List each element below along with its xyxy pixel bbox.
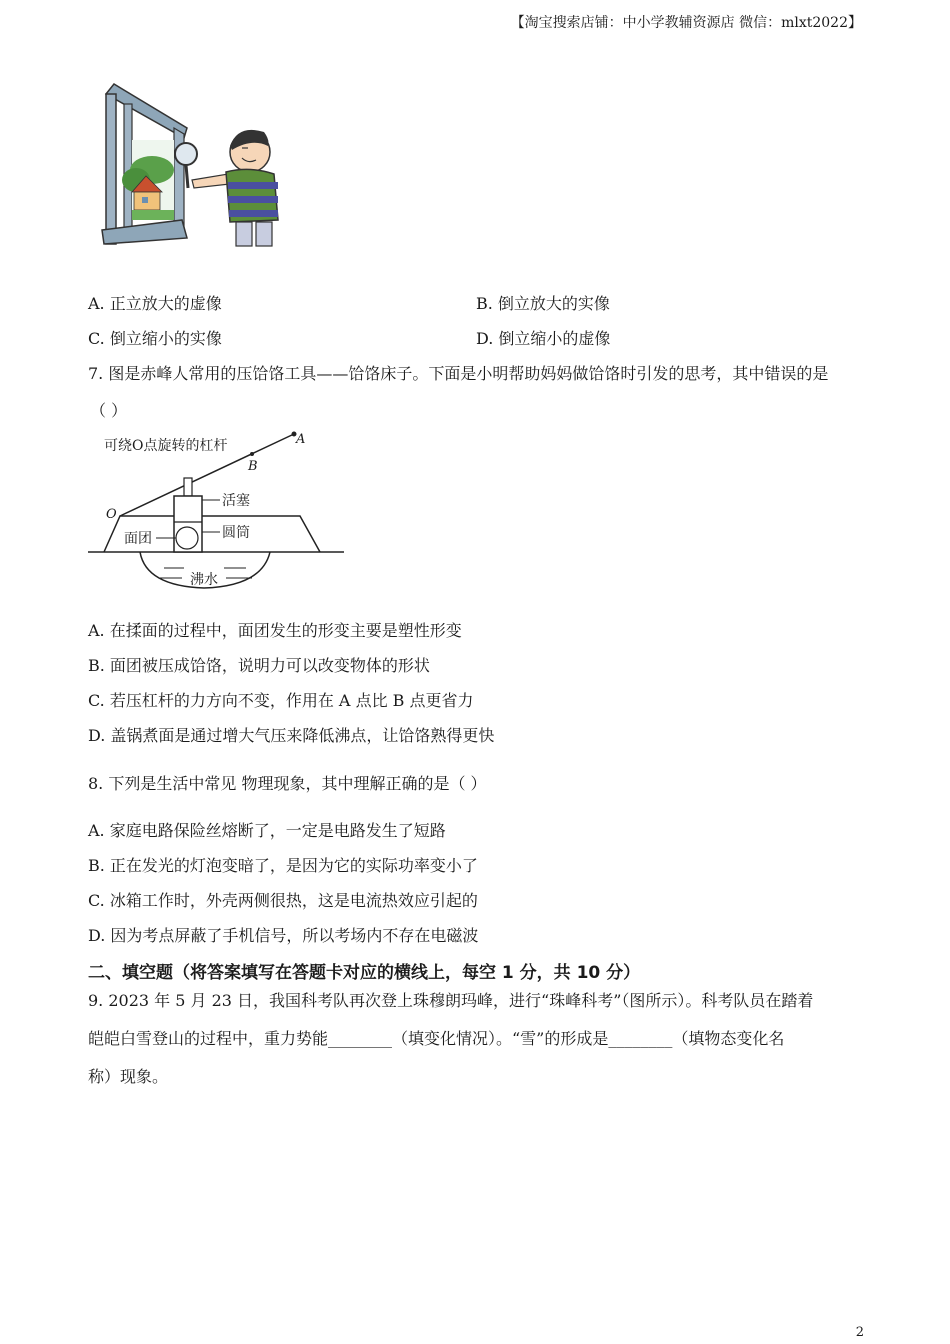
piston-label: 活塞	[222, 493, 250, 509]
q7-option-d: D. 盖锅煮面是通过增大气压来降低沸点，让饸饹熟得更快	[88, 726, 495, 745]
q8-stem: 8. 下列是生活中常见 物理现象，其中理解正确的是（ ）	[88, 774, 487, 793]
q7-option-c: C. 若压杠杆的力方向不变，作用在 A 点比 B 点更省力	[88, 691, 474, 710]
q6-option-c: C. 倒立缩小的实像	[88, 329, 222, 348]
q7-option-b: B. 面团被压成饸饹，说明力可以改变物体的形状	[88, 656, 430, 675]
point-a-label: A	[296, 432, 306, 447]
dough-label: 面团	[124, 531, 152, 547]
point-b-label: B	[248, 459, 258, 474]
q8-option-d: D. 因为考点屏蔽了手机信号，所以考场内不存在电磁波	[88, 926, 479, 945]
lever-press-diagram	[86, 428, 350, 592]
page-number: 2	[855, 1325, 864, 1340]
q7-answer-paren: （ ）	[90, 401, 128, 420]
q9-line-2: 皑皑白雪登山的过程中，重力势能________（填变化情况）。“雪”的形成是________（填物态变化名	[88, 1029, 785, 1048]
q6-option-d: D. 倒立缩小的虚像	[476, 329, 611, 348]
magnifier-window-illustration	[92, 80, 292, 248]
page-header: 【淘宝搜索店铺：中小学教辅资源店 微信：mlxt2022】	[510, 15, 862, 31]
section-2-title: 二、填空题（将答案填写在答题卡对应的横线上，每空 1 分，共 10 分）	[88, 963, 641, 983]
q9-line-1: 9. 2023 年 5 月 23 日，我国科考队再次登上珠穆朗玛峰，进行“珠峰科考”（图所示）。科考队员在踏着	[88, 991, 814, 1010]
lever-label: 可绕O点旋转的杠杆	[104, 438, 228, 454]
q9-line-3: 称）现象。	[88, 1067, 169, 1086]
q7-option-a: A. 在揉面的过程中，面团发生的形变主要是塑性形变	[88, 621, 462, 640]
cylinder-label: 圆筒	[222, 525, 250, 541]
q8-option-b: B. 正在发光的灯泡变暗了，是因为它的实际功率变小了	[88, 856, 478, 875]
point-o-label: O	[106, 507, 117, 522]
q6-option-b: B. 倒立放大的实像	[476, 294, 610, 313]
q8-option-c: C. 冰箱工作时，外壳两侧很热，这是电流热效应引起的	[88, 891, 478, 910]
water-label: 沸水	[190, 572, 218, 588]
q7-stem: 7. 图是赤峰人常用的压饸饹工具——饸饹床子。下面是小明帮助妈妈做饸饹时引发的思考，其中错误的是	[88, 364, 829, 383]
q6-option-a: A. 正立放大的虚像	[88, 294, 222, 313]
q8-option-a: A. 家庭电路保险丝熔断了，一定是电路发生了短路	[88, 821, 446, 840]
